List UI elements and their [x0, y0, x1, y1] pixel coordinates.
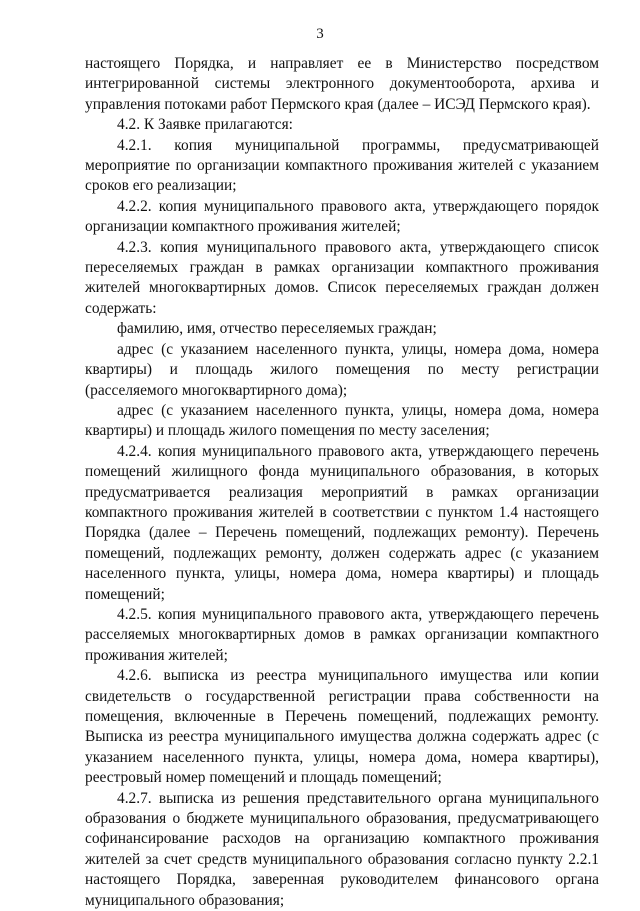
page-number: 3 — [316, 26, 324, 42]
paragraph-4-2-4: 4.2.4. копия муниципального правового акта, утверждающего перечень помещений жилищного фонда муниципального образования, в которых предусматривается реализация мероприятий в рамках организации компактного проживания жителей в соответствии с пунктом 1.4 настоящего Порядка (далее – Перечень помещений, подлежащих ремонту). Перечень помещений, подлежащих ремонту, должен содержать адрес (с указанием населенного пункта, улицы, номера дома, номера квартиры) и площадь помещений; — [85, 442, 599, 603]
list-item-full-name: фамилию, имя, отчество переселяемых граждан; — [117, 320, 437, 338]
paragraph-4-2: 4.2. К Заявке прилагаются: — [117, 116, 293, 134]
list-item-registration-address: адрес (с указанием населенного пункта, улицы, номера дома, номера квартиры) и площадь жилого помещения по месту регистрации (расселяемого многоквартирного дома); — [85, 340, 599, 399]
paragraph-4-2-2: 4.2.2. копия муниципального правового акта, утверждающего порядок организации компактного проживания жителей; — [85, 197, 599, 236]
paragraph-4-2-7: 4.2.7. выписка из решения представительного органа муниципального образования о бюджете муниципального образования, предусматривающего софинансирование расходов на организацию компактного проживания жителей за счет средств муниципального образования согласно пункту 2.2.1 настоящего Порядка, заверенная руководителем финансового органа муниципального образования; — [85, 789, 599, 909]
document-body — [85, 54, 599, 911]
list-item-settlement-address: адрес (с указанием населенного пункта, улицы, номера дома, номера квартиры) и площадь жилого помещения по месту заселения; — [85, 401, 599, 440]
paragraph-intro-continuation: настоящего Порядка, и направляет ее в Министерство посредством интегрированной системы электронного документооборота, архива и управления потоками работ Пермского края (далее – ИСЭД Пермского края). — [85, 55, 599, 113]
paragraph-4-2-1: 4.2.1. копия муниципальной программы, предусматривающей мероприятие по организации компактного проживания жителей с указанием сроков его реализации; — [85, 136, 599, 195]
paragraph-4-2-6: 4.2.6. выписка из реестра муниципального имущества или копии свидетельств о государственной регистрации права собственности на помещения, включенные в Перечень помещений, подлежащих ремонту. Выписка из реестра муниципального имущества должна содержать адрес (с указанием населенного пункта, улицы, номера дома, номера квартиры), реестровый номер помещений и площадь помещений; — [85, 667, 599, 787]
paragraph-4-2-3: 4.2.3. копия муниципального правового акта, утверждающего список переселяемых граждан в рамках организации компактного проживания жителей многоквартирных домов. Список переселяемых граждан должен содержать: — [85, 238, 599, 317]
paragraph-4-2-5: 4.2.5. копия муниципального правового акта, утверждающего перечень расселяемых многоквартирных домов в рамках организации компактного проживания жителей; — [85, 605, 599, 664]
